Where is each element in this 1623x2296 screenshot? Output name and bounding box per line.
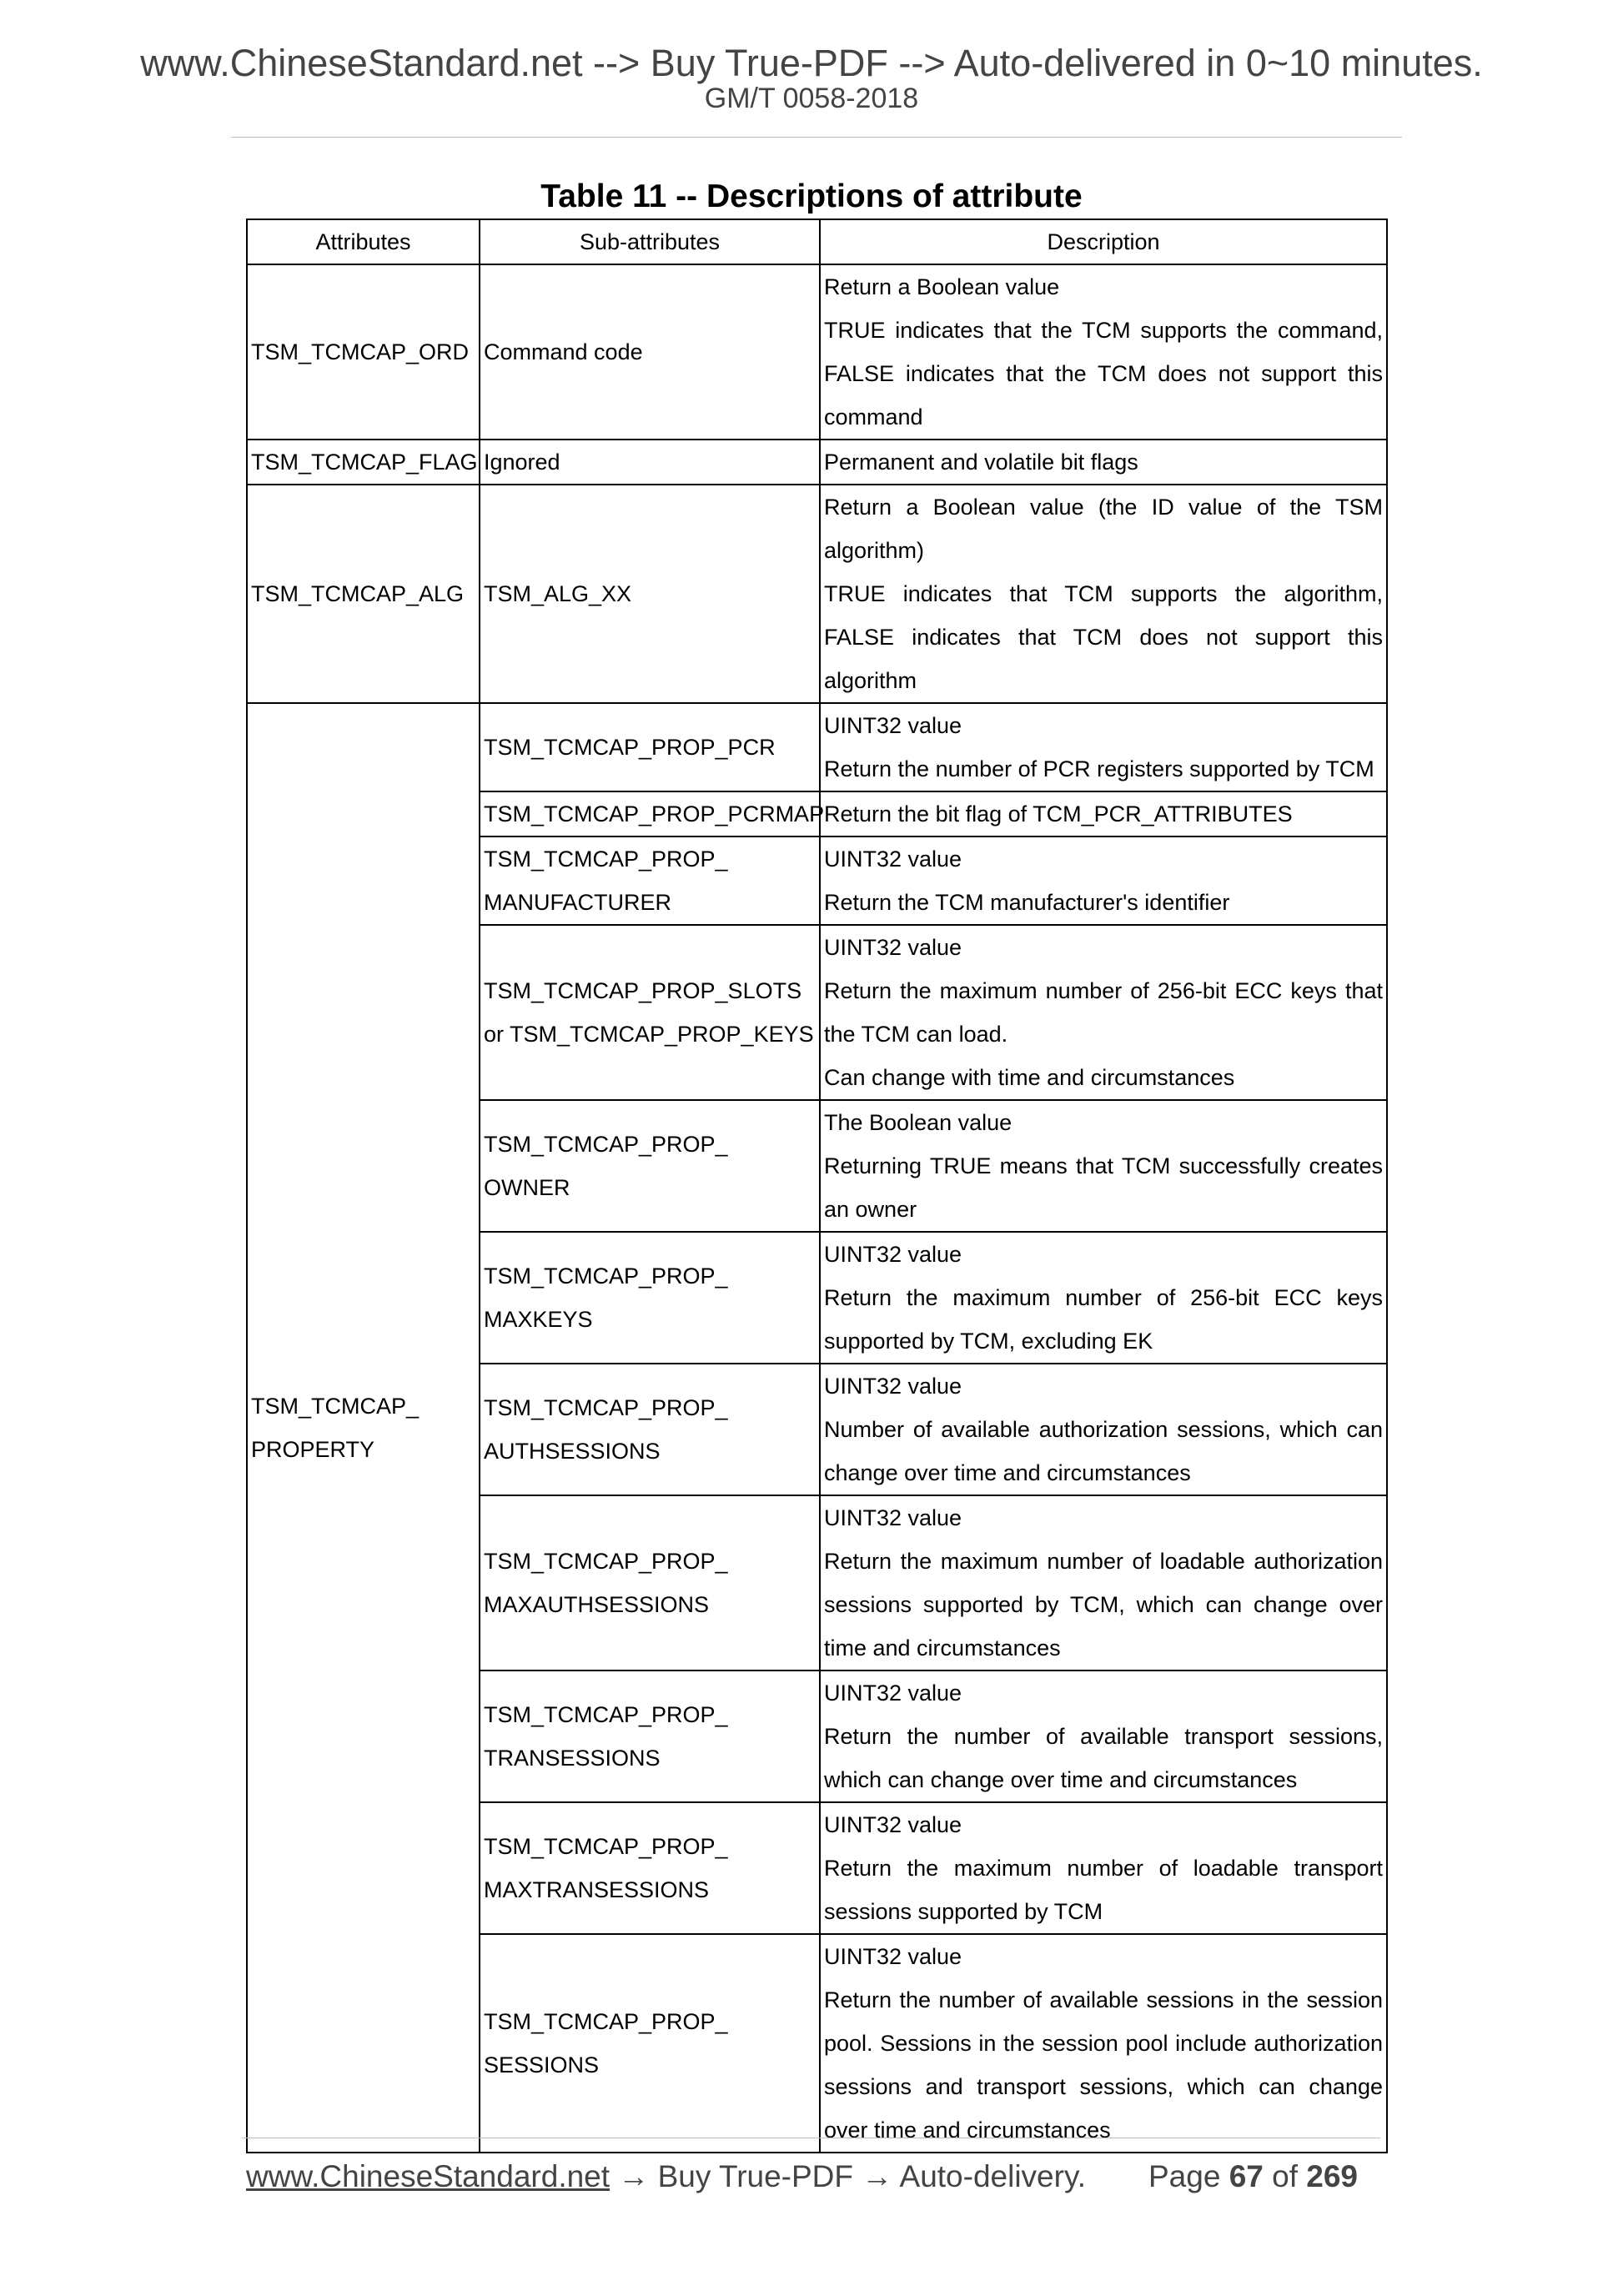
- description-line: Return the number of PCR registers supported by TCM: [824, 756, 1374, 781]
- description-line: Number of available authorization sessions, which can change over time and circumstances: [824, 1417, 1383, 1485]
- description-line: Return the TCM manufacturer's identifier: [824, 890, 1230, 915]
- description-line: UINT32 value: [824, 847, 962, 872]
- description-line: UINT32 value: [824, 1242, 962, 1267]
- attribute-line: PROPERTY: [251, 1437, 375, 1462]
- description-cell: [820, 1495, 1387, 1671]
- table-row: [247, 440, 1387, 485]
- sub-attribute-line: TSM_TCMCAP_PROP_PCR: [484, 735, 776, 760]
- sub-attribute-line: or TSM_TCMCAP_PROP_KEYS: [484, 1022, 814, 1047]
- page-number: 67: [1229, 2159, 1264, 2193]
- footer-left: [246, 2157, 1086, 2197]
- description-line: UINT32 value: [824, 1505, 962, 1530]
- description-cell: [820, 703, 1387, 791]
- table-row: [247, 703, 1387, 791]
- attribute-table: [246, 219, 1388, 2153]
- sub-attribute-cell: [480, 1802, 820, 1934]
- description-line: Permanent and volatile bit flags: [824, 450, 1138, 475]
- attribute-line: TSM_TCMCAP_: [251, 1394, 420, 1419]
- description-line: The Boolean value: [824, 1110, 1012, 1135]
- page-label: Page: [1148, 2159, 1221, 2193]
- description-cell: [820, 1364, 1387, 1495]
- sub-attribute-cell: [480, 485, 820, 703]
- description-cell: [820, 485, 1387, 703]
- sub-attribute-line: OWNER: [484, 1175, 570, 1200]
- page-of-label: of: [1272, 2159, 1298, 2193]
- description-cell: [820, 1671, 1387, 1802]
- sub-attribute-line: TSM_TCMCAP_PROP_: [484, 1395, 728, 1420]
- footer-site-link[interactable]: www.ChineseStandard.net: [246, 2159, 611, 2193]
- sub-attribute-cell: [480, 1100, 820, 1232]
- sub-attribute-cell: [480, 791, 825, 837]
- attribute-cell-property: [247, 703, 480, 2153]
- description-cell: [820, 1934, 1387, 2153]
- sub-attribute-cell: [480, 1364, 820, 1495]
- sub-attribute-cell: [480, 925, 820, 1100]
- sub-attribute-line: TSM_TCMCAP_PROP_: [484, 2009, 728, 2034]
- column-header-attributes: Attributes: [247, 219, 480, 264]
- description-line: TRUE indicates that TCM supports the algorithm, FALSE indicates that TCM does not support this algorithm: [824, 581, 1383, 693]
- description-line: UINT32 value: [824, 1944, 962, 1969]
- sub-attribute-cell: [480, 440, 820, 485]
- sub-attribute-line: Command code: [484, 339, 643, 364]
- description-line: UINT32 value: [824, 1812, 962, 1837]
- description-cell: [820, 264, 1387, 440]
- description-cell: [820, 440, 1387, 485]
- description-line: UINT32 value: [824, 1681, 962, 1706]
- column-header-description: Description: [820, 219, 1387, 264]
- attribute-cell: TSM_TCMCAP_ORD: [247, 264, 480, 440]
- standard-code: GM/T 0058-2018: [704, 83, 919, 114]
- sub-attribute-cell: [480, 1671, 820, 1802]
- sub-attribute-line: SESSIONS: [484, 2052, 600, 2077]
- description-cell: [820, 837, 1387, 925]
- table-row: [247, 485, 1387, 703]
- sub-attribute-line: TSM_TCMCAP_PROP_: [484, 1132, 728, 1157]
- description-line: Return the maximum number of 256-bit ECC keys that the TCM can load.: [824, 978, 1383, 1047]
- description-line: Can change with time and circumstances: [824, 1065, 1235, 1090]
- table-title: Table 11 -- Descriptions of attribute: [540, 178, 1083, 214]
- description-line: Return the bit flag of TCM_PCR_ATTRIBUTES: [824, 801, 1293, 826]
- sub-attribute-line: TSM_TCMCAP_PROP_: [484, 1549, 728, 1574]
- description-cell: [820, 1232, 1387, 1364]
- description-line: Return the maximum number of loadable authorization sessions supported by TCM, which can change over time and circumstances: [824, 1549, 1383, 1660]
- sub-attribute-line: AUTHSESSIONS: [484, 1439, 661, 1464]
- description-line: UINT32 value: [824, 1374, 962, 1399]
- description-line: Return the maximum number of 256-bit ECC keys supported by TCM, excluding EK: [824, 1285, 1383, 1354]
- description-line: Returning TRUE means that TCM successfully creates an owner: [824, 1153, 1383, 1222]
- description-line: Return a Boolean value: [824, 274, 1060, 299]
- attribute-cell: TSM_TCMCAP_FLAG: [247, 440, 480, 485]
- sub-attribute-line: MANUFACTURER: [484, 890, 672, 915]
- page-indicator: [1148, 2157, 1358, 2197]
- description-line: TRUE indicates that the TCM supports the command, FALSE indicates that the TCM does not support this command: [824, 318, 1383, 430]
- sub-attribute-line: MAXAUTHSESSIONS: [484, 1592, 710, 1617]
- sub-attribute-line: Ignored: [484, 450, 560, 475]
- description-line: Return a Boolean value (the ID value of the TSM algorithm): [824, 495, 1383, 563]
- description-line: UINT32 value: [824, 713, 962, 738]
- sub-attribute-cell: [480, 1232, 820, 1364]
- sub-attribute-line: TSM_TCMCAP_PROP_: [484, 1702, 728, 1727]
- top-banner: www.ChineseStandard.net --> Buy True-PDF --> Auto-delivered in 0~10 minutes.: [140, 42, 1483, 84]
- column-header-sub-attributes: Sub-attributes: [480, 219, 820, 264]
- description-cell: [820, 791, 1387, 837]
- sub-attribute-cell: [480, 703, 820, 791]
- table-header-row: [247, 219, 1387, 264]
- description-line: Return the number of available sessions in the session pool. Sessions in the session pool include authorization sessions and transport sessions, which can change over time and circumstances: [824, 1987, 1383, 2143]
- sub-attribute-line: TRANSESSIONS: [484, 1746, 661, 1771]
- table-row: [247, 264, 1387, 440]
- description-line: Return the maximum number of loadable transport sessions supported by TCM: [824, 1856, 1383, 1924]
- footer-tagline: → Buy True-PDF → Auto-delivery.: [610, 2159, 1086, 2193]
- sub-attribute-line: TSM_TCMCAP_PROP_SLOTS: [484, 978, 802, 1003]
- page-total: 269: [1306, 2159, 1359, 2193]
- description-cell: [820, 1802, 1387, 1934]
- sub-attribute-cell: [480, 837, 820, 925]
- description-line: UINT32 value: [824, 935, 962, 960]
- sub-attribute-cell: [480, 1934, 820, 2153]
- sub-attribute-line: TSM_TCMCAP_PROP_: [484, 847, 728, 872]
- sub-attribute-line: TSM_ALG_XX: [484, 581, 632, 606]
- sub-attribute-cell: [480, 1495, 820, 1671]
- sub-attribute-line: TSM_TCMCAP_PROP_PCRMAP: [484, 801, 825, 826]
- sub-attribute-line: MAXTRANSESSIONS: [484, 1877, 710, 1902]
- sub-attribute-cell: [480, 264, 820, 440]
- description-cell: [820, 925, 1387, 1100]
- attribute-cell: TSM_TCMCAP_ALG: [247, 485, 480, 703]
- sub-attribute-line: MAXKEYS: [484, 1307, 593, 1332]
- description-cell: [820, 1100, 1387, 1232]
- header-divider: [231, 137, 1402, 138]
- description-line: Return the number of available transport sessions, which can change over time and circumstances: [824, 1724, 1383, 1792]
- table-body: [247, 264, 1387, 2153]
- sub-attribute-line: TSM_TCMCAP_PROP_: [484, 1264, 728, 1289]
- sub-attribute-line: TSM_TCMCAP_PROP_: [484, 1834, 728, 1859]
